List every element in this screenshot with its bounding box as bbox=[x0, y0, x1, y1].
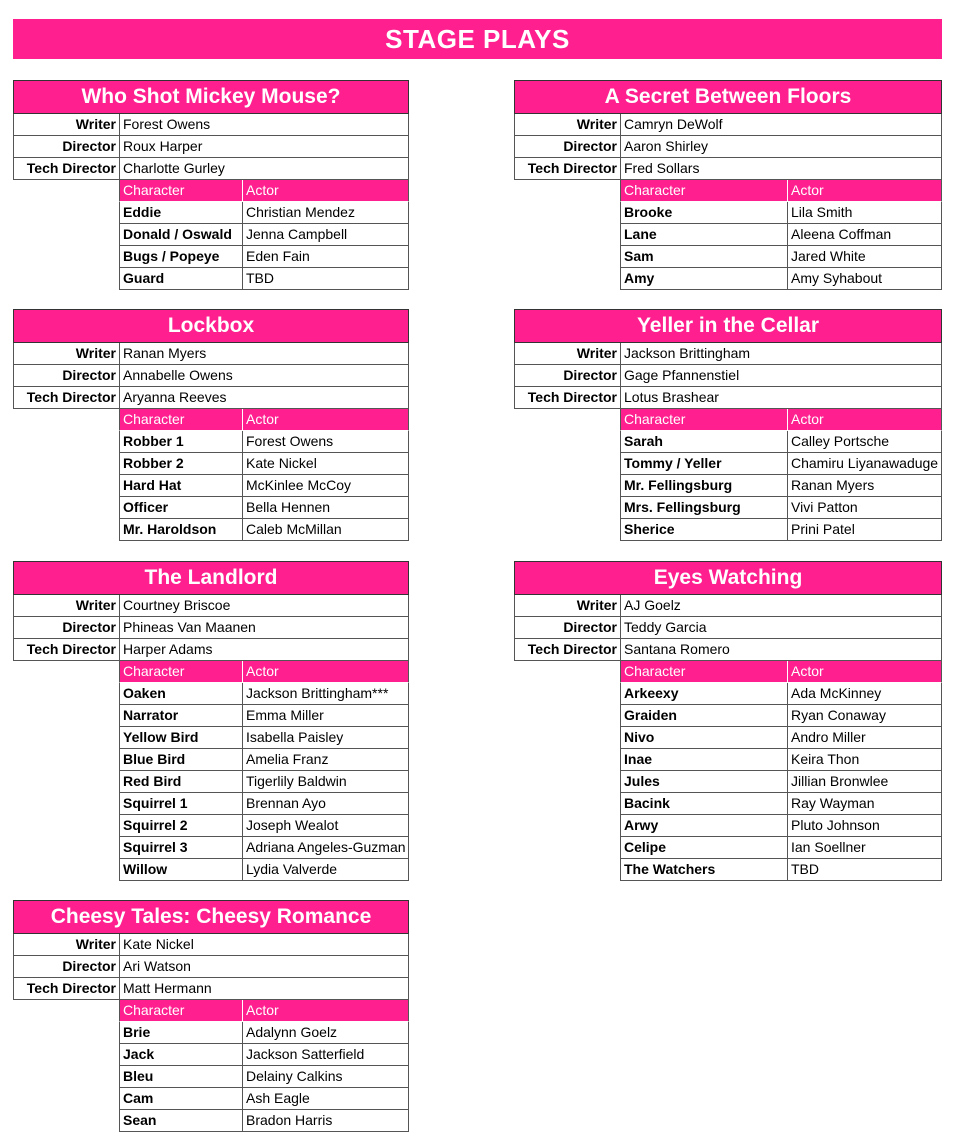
crew-value: Annabelle Owens bbox=[119, 365, 409, 387]
actor-name: Pluto Johnson bbox=[787, 815, 942, 837]
crew-value: Gage Pfannenstiel bbox=[620, 365, 942, 387]
character-name: Bleu bbox=[119, 1066, 242, 1088]
character-name: Brie bbox=[119, 1022, 242, 1044]
crew-row-director bbox=[13, 617, 409, 639]
crew-row-writer bbox=[13, 595, 409, 617]
character-name: Squirrel 2 bbox=[119, 815, 242, 837]
character-header: Character bbox=[620, 661, 787, 683]
character-header: Character bbox=[620, 180, 787, 202]
crew-row-tech-director bbox=[13, 639, 409, 661]
character-name: Robber 1 bbox=[119, 431, 242, 453]
table-row bbox=[620, 705, 942, 727]
actor-name: McKinlee McCoy bbox=[242, 475, 409, 497]
crew-label: Tech Director bbox=[13, 387, 119, 409]
character-name: Oaken bbox=[119, 683, 242, 705]
crew-label: Tech Director bbox=[514, 639, 620, 661]
table-row bbox=[119, 837, 409, 859]
crew-value: Courtney Briscoe bbox=[119, 595, 409, 617]
crew-row-writer bbox=[514, 114, 942, 136]
table-row bbox=[119, 268, 409, 290]
actor-name: Ray Wayman bbox=[787, 793, 942, 815]
crew-value: Kate Nickel bbox=[119, 934, 409, 956]
actor-name: Emma Miller bbox=[242, 705, 409, 727]
crew-label: Director bbox=[514, 365, 620, 387]
character-name: Red Bird bbox=[119, 771, 242, 793]
table-row bbox=[620, 683, 942, 705]
character-name: Officer bbox=[119, 497, 242, 519]
table-row bbox=[119, 859, 409, 881]
actor-name: Keira Thon bbox=[787, 749, 942, 771]
actor-name: Kate Nickel bbox=[242, 453, 409, 475]
table-row bbox=[119, 519, 409, 541]
crew-label: Director bbox=[13, 136, 119, 158]
character-name: Sarah bbox=[620, 431, 787, 453]
crew-value: Fred Sollars bbox=[620, 158, 942, 180]
character-name: Nivo bbox=[620, 727, 787, 749]
crew-label: Writer bbox=[13, 934, 119, 956]
character-name: Guard bbox=[119, 268, 242, 290]
play-title: A Secret Between Floors bbox=[514, 80, 942, 114]
crew-value: Aryanna Reeves bbox=[119, 387, 409, 409]
actor-name: Ranan Myers bbox=[787, 475, 942, 497]
actor-name: Isabella Paisley bbox=[242, 727, 409, 749]
table-row bbox=[119, 453, 409, 475]
character-name: Sam bbox=[620, 246, 787, 268]
actor-name: Tigerlily Baldwin bbox=[242, 771, 409, 793]
table-row bbox=[620, 453, 942, 475]
table-row bbox=[119, 1110, 409, 1132]
crew-label: Director bbox=[514, 617, 620, 639]
page-title: STAGE PLAYS bbox=[13, 19, 942, 59]
actor-name: Amelia Franz bbox=[242, 749, 409, 771]
play-card bbox=[13, 309, 409, 541]
table-row bbox=[620, 859, 942, 881]
actor-name: Joseph Wealot bbox=[242, 815, 409, 837]
actor-name: Prini Patel bbox=[787, 519, 942, 541]
table-row bbox=[119, 1022, 409, 1044]
crew-label: Director bbox=[13, 617, 119, 639]
crew-row-writer bbox=[13, 114, 409, 136]
actor-name: Bella Hennen bbox=[242, 497, 409, 519]
table-row bbox=[620, 727, 942, 749]
play-card bbox=[13, 80, 409, 290]
crew-row-director bbox=[13, 136, 409, 158]
crew-label: Tech Director bbox=[13, 639, 119, 661]
cast-table bbox=[119, 1000, 409, 1132]
table-row bbox=[119, 771, 409, 793]
actor-name: Caleb McMillan bbox=[242, 519, 409, 541]
character-name: Robber 2 bbox=[119, 453, 242, 475]
crew-value: AJ Goelz bbox=[620, 595, 942, 617]
crew-label: Director bbox=[13, 956, 119, 978]
actor-name: Ian Soellner bbox=[787, 837, 942, 859]
table-row bbox=[620, 246, 942, 268]
table-row bbox=[119, 475, 409, 497]
character-name: Celipe bbox=[620, 837, 787, 859]
crew-row-writer bbox=[514, 595, 942, 617]
crew-row-writer bbox=[13, 934, 409, 956]
cast-header bbox=[119, 409, 409, 431]
character-name: Jules bbox=[620, 771, 787, 793]
character-name: Willow bbox=[119, 859, 242, 881]
crew-value: Camryn DeWolf bbox=[620, 114, 942, 136]
table-row bbox=[620, 519, 942, 541]
crew-row-tech-director bbox=[13, 158, 409, 180]
actor-name: Jackson Brittingham*** bbox=[242, 683, 409, 705]
crew-row-tech-director bbox=[514, 387, 942, 409]
actor-name: Ryan Conaway bbox=[787, 705, 942, 727]
actor-name: Forest Owens bbox=[242, 431, 409, 453]
crew-row-tech-director bbox=[13, 387, 409, 409]
crew-row-tech-director bbox=[13, 978, 409, 1000]
table-row bbox=[119, 705, 409, 727]
character-name: Cam bbox=[119, 1088, 242, 1110]
table-row bbox=[620, 497, 942, 519]
crew-label: Writer bbox=[514, 595, 620, 617]
table-row bbox=[620, 475, 942, 497]
play-title: Yeller in the Cellar bbox=[514, 309, 942, 343]
crew-row-director bbox=[514, 365, 942, 387]
character-name: Jack bbox=[119, 1044, 242, 1066]
crew-label: Director bbox=[13, 365, 119, 387]
cast-table bbox=[620, 661, 942, 881]
crew-label: Writer bbox=[13, 343, 119, 365]
character-name: Bugs / Popeye bbox=[119, 246, 242, 268]
crew-label: Writer bbox=[514, 343, 620, 365]
character-header: Character bbox=[620, 409, 787, 431]
cast-header bbox=[620, 180, 942, 202]
actor-name: Andro Miller bbox=[787, 727, 942, 749]
character-name: Inae bbox=[620, 749, 787, 771]
cast-header bbox=[119, 661, 409, 683]
crew-label: Writer bbox=[514, 114, 620, 136]
table-row bbox=[119, 1044, 409, 1066]
crew-value: Aaron Shirley bbox=[620, 136, 942, 158]
actor-name: Chamiru Liyanawaduge bbox=[787, 453, 942, 475]
character-name: Sherice bbox=[620, 519, 787, 541]
character-name: The Watchers bbox=[620, 859, 787, 881]
actor-name: Ada McKinney bbox=[787, 683, 942, 705]
character-name: Graiden bbox=[620, 705, 787, 727]
actor-name: Jared White bbox=[787, 246, 942, 268]
actor-name: Vivi Patton bbox=[787, 497, 942, 519]
actor-name: Adalynn Goelz bbox=[242, 1022, 409, 1044]
character-name: Donald / Oswald bbox=[119, 224, 242, 246]
actor-name: Amy Syhabout bbox=[787, 268, 942, 290]
table-row bbox=[119, 497, 409, 519]
cast-table bbox=[620, 180, 942, 290]
table-row bbox=[119, 202, 409, 224]
table-row bbox=[119, 431, 409, 453]
crew-value: Jackson Brittingham bbox=[620, 343, 942, 365]
table-row bbox=[119, 793, 409, 815]
actor-name: Ash Eagle bbox=[242, 1088, 409, 1110]
table-row bbox=[620, 224, 942, 246]
character-name: Lane bbox=[620, 224, 787, 246]
crew-row-tech-director bbox=[514, 639, 942, 661]
play-title: Cheesy Tales: Cheesy Romance bbox=[13, 900, 409, 934]
crew-row-director bbox=[13, 365, 409, 387]
crew-label: Tech Director bbox=[13, 158, 119, 180]
character-name: Mr. Fellingsburg bbox=[620, 475, 787, 497]
character-name: Hard Hat bbox=[119, 475, 242, 497]
table-row bbox=[119, 749, 409, 771]
actor-header: Actor bbox=[242, 1000, 409, 1022]
crew-value: Ranan Myers bbox=[119, 343, 409, 365]
play-card bbox=[514, 80, 942, 290]
crew-row-director bbox=[13, 956, 409, 978]
actor-name: Brennan Ayo bbox=[242, 793, 409, 815]
character-name: Eddie bbox=[119, 202, 242, 224]
crew-label: Tech Director bbox=[514, 158, 620, 180]
actor-name: Lydia Valverde bbox=[242, 859, 409, 881]
character-header: Character bbox=[119, 180, 242, 202]
crew-label: Tech Director bbox=[13, 978, 119, 1000]
crew-label: Writer bbox=[13, 114, 119, 136]
play-card bbox=[13, 561, 409, 881]
crew-value: Teddy Garcia bbox=[620, 617, 942, 639]
actor-name: Bradon Harris bbox=[242, 1110, 409, 1132]
crew-label: Writer bbox=[13, 595, 119, 617]
actor-name: TBD bbox=[242, 268, 409, 290]
play-card bbox=[514, 309, 942, 541]
cast-table bbox=[119, 409, 409, 541]
crew-value: Phineas Van Maanen bbox=[119, 617, 409, 639]
actor-name: Lila Smith bbox=[787, 202, 942, 224]
actor-name: Adriana Angeles-Guzman bbox=[242, 837, 409, 859]
actor-name: Calley Portsche bbox=[787, 431, 942, 453]
crew-value: Charlotte Gurley bbox=[119, 158, 409, 180]
table-row bbox=[620, 815, 942, 837]
character-header: Character bbox=[119, 661, 242, 683]
play-title: The Landlord bbox=[13, 561, 409, 595]
table-row bbox=[119, 727, 409, 749]
actor-header: Actor bbox=[242, 409, 409, 431]
crew-label: Director bbox=[514, 136, 620, 158]
table-row bbox=[620, 793, 942, 815]
crew-value: Roux Harper bbox=[119, 136, 409, 158]
character-header: Character bbox=[119, 409, 242, 431]
character-name: Sean bbox=[119, 1110, 242, 1132]
crew-label: Tech Director bbox=[514, 387, 620, 409]
actor-name: Eden Fain bbox=[242, 246, 409, 268]
actor-name: Jillian Bronwlee bbox=[787, 771, 942, 793]
actor-name: Aleena Coffman bbox=[787, 224, 942, 246]
character-name: Arkeexy bbox=[620, 683, 787, 705]
crew-value: Santana Romero bbox=[620, 639, 942, 661]
crew-value: Ari Watson bbox=[119, 956, 409, 978]
character-header: Character bbox=[119, 1000, 242, 1022]
crew-value: Harper Adams bbox=[119, 639, 409, 661]
actor-name: Christian Mendez bbox=[242, 202, 409, 224]
actor-header: Actor bbox=[787, 661, 942, 683]
table-row bbox=[620, 268, 942, 290]
table-row bbox=[119, 224, 409, 246]
play-title: Who Shot Mickey Mouse? bbox=[13, 80, 409, 114]
crew-row-tech-director bbox=[514, 158, 942, 180]
table-row bbox=[620, 431, 942, 453]
crew-row-writer bbox=[13, 343, 409, 365]
actor-name: Jackson Satterfield bbox=[242, 1044, 409, 1066]
actor-name: Delainy Calkins bbox=[242, 1066, 409, 1088]
actor-header: Actor bbox=[242, 661, 409, 683]
cast-header bbox=[620, 409, 942, 431]
crew-value: Lotus Brashear bbox=[620, 387, 942, 409]
character-name: Bacink bbox=[620, 793, 787, 815]
character-name: Narrator bbox=[119, 705, 242, 727]
table-row bbox=[119, 246, 409, 268]
crew-value: Forest Owens bbox=[119, 114, 409, 136]
cast-header bbox=[620, 661, 942, 683]
character-name: Brooke bbox=[620, 202, 787, 224]
character-name: Squirrel 1 bbox=[119, 793, 242, 815]
character-name: Blue Bird bbox=[119, 749, 242, 771]
actor-header: Actor bbox=[242, 180, 409, 202]
play-title: Lockbox bbox=[13, 309, 409, 343]
character-name: Mr. Haroldson bbox=[119, 519, 242, 541]
crew-row-writer bbox=[514, 343, 942, 365]
play-title: Eyes Watching bbox=[514, 561, 942, 595]
cast-header bbox=[119, 180, 409, 202]
cast-header bbox=[119, 1000, 409, 1022]
cast-table bbox=[620, 409, 942, 541]
character-name: Yellow Bird bbox=[119, 727, 242, 749]
actor-name: Jenna Campbell bbox=[242, 224, 409, 246]
table-row bbox=[620, 837, 942, 859]
character-name: Amy bbox=[620, 268, 787, 290]
table-row bbox=[620, 202, 942, 224]
character-name: Squirrel 3 bbox=[119, 837, 242, 859]
crew-value: Matt Hermann bbox=[119, 978, 409, 1000]
character-name: Tommy / Yeller bbox=[620, 453, 787, 475]
crew-row-director bbox=[514, 136, 942, 158]
play-card bbox=[514, 561, 942, 881]
table-row bbox=[620, 749, 942, 771]
cast-table bbox=[119, 180, 409, 290]
crew-row-director bbox=[514, 617, 942, 639]
table-row bbox=[119, 1088, 409, 1110]
cast-table bbox=[119, 661, 409, 881]
character-name: Arwy bbox=[620, 815, 787, 837]
table-row bbox=[620, 771, 942, 793]
table-row bbox=[119, 683, 409, 705]
actor-name: TBD bbox=[787, 859, 942, 881]
character-name: Mrs. Fellingsburg bbox=[620, 497, 787, 519]
play-card bbox=[13, 900, 409, 1132]
table-row bbox=[119, 815, 409, 837]
actor-header: Actor bbox=[787, 409, 942, 431]
actor-header: Actor bbox=[787, 180, 942, 202]
table-row bbox=[119, 1066, 409, 1088]
